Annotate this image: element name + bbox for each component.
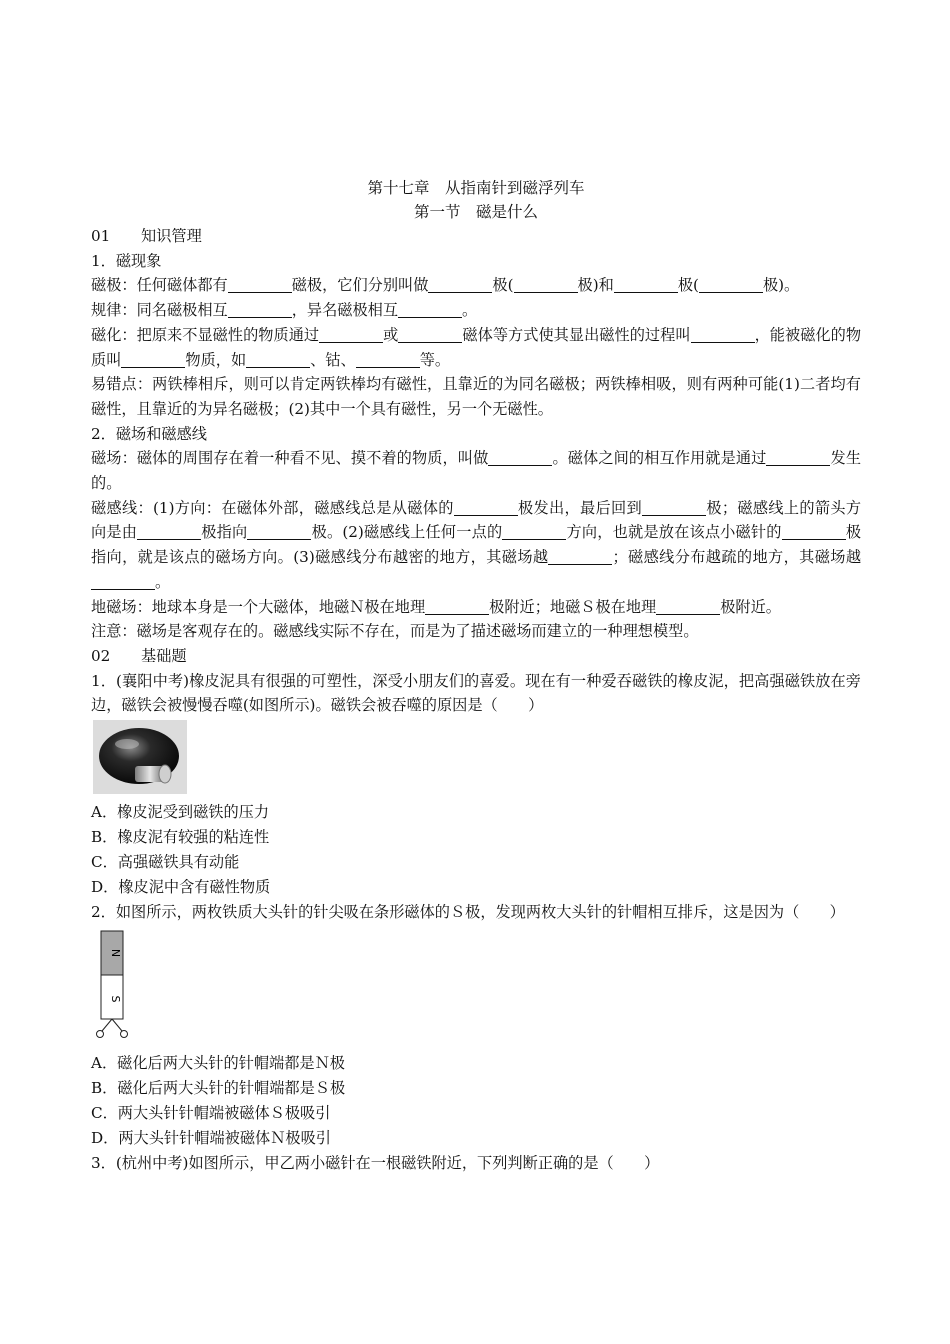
question-1-option-c: C．高强磁铁具有动能 — [91, 853, 240, 872]
magnet-s-label: S — [109, 995, 122, 1003]
blank-line — [228, 277, 292, 293]
blank-line — [454, 500, 518, 516]
blank-line — [548, 549, 612, 565]
question-1-option-d: D．橡皮泥中含有磁性物质 — [91, 878, 271, 897]
question-2-option-c: C．两大头针针帽端被磁体Ｓ极吸引 — [91, 1103, 331, 1122]
part-label: 知识管理 — [141, 227, 202, 245]
blank-line — [319, 327, 383, 343]
blank-line — [425, 599, 489, 615]
question-3-stem: 3．(杭州中考)如图所示，甲乙两小磁针在一根磁铁附近，下列判断正确的是（ ） — [91, 1153, 660, 1172]
blank-line — [398, 327, 462, 343]
question-2-option-a: A．磁化后两大头针的针帽端都是Ｎ极 — [91, 1053, 345, 1072]
blank-line — [488, 450, 552, 466]
text-earth-field: 地磁场：地球本身是一个大磁体，地磁Ｎ极在地理 极附近；地磁Ｓ极在地理 极附近。 — [91, 597, 781, 616]
blank-line — [699, 277, 763, 293]
bar-magnet-diagram — [93, 927, 861, 1049]
text-rule: 规律：同名磁极相互 ，异名磁极相互 。 — [91, 301, 478, 320]
question-2-option-d: D．两大头针针帽端被磁体Ｎ极吸引 — [91, 1128, 331, 1147]
blank-line — [614, 277, 678, 293]
part-heading-basic — [91, 644, 861, 669]
blank-line — [502, 524, 566, 540]
blank-line — [428, 277, 492, 293]
subheading-field-and-lines: 2．磁场和磁感线 — [91, 424, 207, 443]
text-common-mistake: 易错点：两铁棒相斥，则可以肯定两铁棒均有磁性，且靠近的为同名磁极；两铁棒相吸，则有两种可能(1)二者均有磁性，且靠近的为异名磁极；(2)其中一个具有磁性，另一个无磁性。 — [91, 375, 861, 418]
question-1-stem: 1．(襄阳中考)橡皮泥具有很强的可塑性，深受小朋友们的喜爱。现在有一种爱吞磁铁的橡皮泥，把高强磁铁放在旁边，磁铁会被慢慢吞噬(如图所示)。磁铁会被吞噬的原因是（ ） — [91, 671, 861, 715]
blank-line — [121, 352, 185, 368]
blank-line — [782, 524, 846, 540]
text-field-lines: 磁感线：(1)方向：在磁体外部，磁感线总是从磁体的 极发出，最后回到 极；磁感线上的箭头方向是由 极指向 极。(2)磁感线上任何一点的 方向，也就是放在该点小磁针的 极指向，就是该点的磁场方向。(3)磁感线分布越密的地方，其磁场越 ；磁感线分布越疏的地方，其磁场越。 — [91, 498, 862, 591]
blank-line — [356, 352, 420, 368]
question-2-stem: 2．如图所示，两枚铁质大头针的针尖吸在条形磁体的Ｓ极，发现两枚大头针的针帽相互排斥，这是因为（ ） — [91, 903, 845, 922]
blank-line — [137, 524, 201, 540]
blank-line — [398, 302, 462, 318]
putty-magnet-photo — [93, 720, 861, 798]
subheading-magnetic-phenomena: 1．磁现象 — [91, 251, 162, 270]
question-1-option-a: A．橡皮泥受到磁铁的压力 — [91, 803, 270, 822]
chapter-title: 第十七章 从指南针到磁浮列车 — [367, 179, 585, 197]
blank-line — [246, 352, 310, 368]
blank-line — [91, 574, 155, 590]
text-magnetization: 磁化：把原来不显磁性的物质通过 或 磁体等方式使其显出磁性的过程叫 ，能被磁化的物质叫 物质，如 、钴、 等。 — [91, 325, 862, 369]
part-label: 基础题 — [141, 646, 187, 665]
text-magnetic-field: 磁场：磁体的周围存在着一种看不见、摸不着的物质，叫做 。磁体之间的相互作用就是通过 发生的。 — [91, 449, 862, 493]
part-number: 01 — [91, 227, 111, 245]
blank-line — [766, 450, 790, 466]
blank-line — [247, 524, 311, 540]
section-title: 第一节 磁是什么 — [413, 203, 538, 221]
magnet-n-label: N — [109, 948, 122, 957]
question-1-option-b: B．橡皮泥有较强的粘连性 — [91, 828, 270, 847]
text-magnetic-poles: 磁极：任何磁体都有 磁极，它们分别叫做 极( 极)和 极( 极)。 — [91, 276, 800, 295]
blank-line — [790, 450, 830, 466]
worksheet-page — [91, 176, 861, 1175]
blank-line — [228, 302, 292, 318]
text-note: 注意：磁场是客观存在的。磁感线实际不存在，而是为了描述磁场而建立的一种理想模型。 — [91, 622, 699, 641]
blank-line — [642, 500, 706, 516]
blank-line — [691, 327, 755, 343]
question-2-option-b: B．磁化后两大头针的针帽端都是Ｓ极 — [91, 1078, 346, 1097]
part-number: 02 — [91, 646, 111, 665]
blank-line — [514, 277, 578, 293]
part-heading-knowledge — [91, 224, 861, 249]
blank-line — [656, 599, 720, 615]
